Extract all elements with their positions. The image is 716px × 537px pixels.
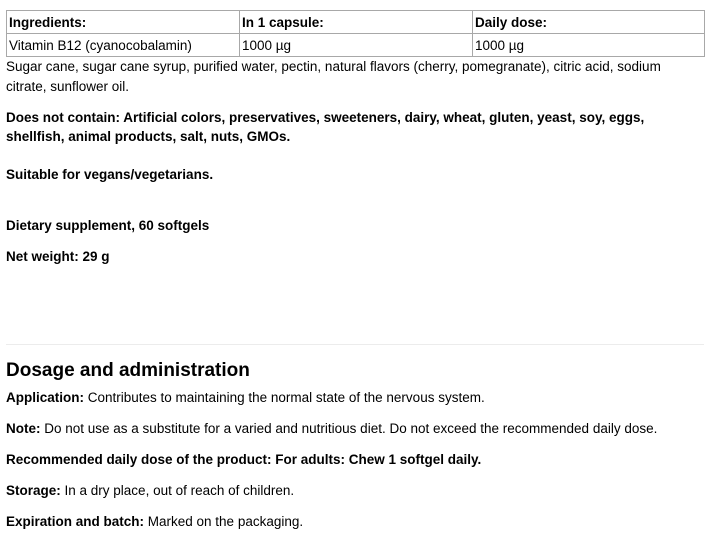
suitable-text: Suitable for vegans/vegetarians. (6, 167, 214, 182)
recommended-dose-text: Recommended daily dose of the product: For adults: Chew 1 softgel daily. (6, 452, 482, 467)
cell-per-capsule: 1000 µg (240, 34, 473, 57)
section-divider (6, 344, 704, 345)
application-row (6, 388, 485, 408)
header-daily-dose: Daily dose: (473, 11, 705, 34)
application-label: Application: (6, 390, 84, 405)
header-in-1-capsule: In 1 capsule: (240, 11, 473, 34)
table-row (7, 34, 705, 57)
net-weight-text: Net weight: 29 g (6, 249, 110, 264)
dietary-supplement-text: Dietary supplement, 60 softgels (6, 218, 210, 233)
other-ingredients-text: Sugar cane, sugar cane syrup, purified water, pectin, natural flavors (cherry, pomegranate), citric acid, sodium citrate, sunflower oil. (6, 59, 661, 94)
ingredients-table (6, 10, 705, 57)
cell-daily-dose: 1000 µg (473, 34, 705, 57)
dosage-title: Dosage and administration (6, 360, 250, 381)
note-text: Do not use as a substitute for a varied and nutritious diet. Do not exceed the recommended daily dose. (40, 421, 658, 436)
expiration-row (6, 512, 303, 532)
dosage-section (6, 358, 706, 529)
table-header-row (7, 11, 705, 34)
note-row (6, 419, 657, 439)
storage-label: Storage: (6, 483, 61, 498)
does-not-contain-text: Does not contain: Artificial colors, preservatives, sweeteners, dairy, wheat, gluten, yeast, soy, eggs, shellfish, animal products, salt, nuts, GMOs. (6, 110, 645, 144)
cell-ingredient-name: Vitamin B12 (cyanocobalamin) (7, 34, 240, 57)
storage-row (6, 481, 294, 501)
note-label: Note: (6, 421, 41, 436)
storage-text: In a dry place, out of reach of children. (60, 483, 295, 498)
header-ingredients: Ingredients: (7, 11, 240, 34)
application-text: Contributes to maintaining the normal state of the nervous system. (84, 390, 485, 405)
product-info (6, 10, 704, 264)
expiration-text: Marked on the packaging. (144, 514, 304, 529)
expiration-label: Expiration and batch: (6, 514, 145, 529)
